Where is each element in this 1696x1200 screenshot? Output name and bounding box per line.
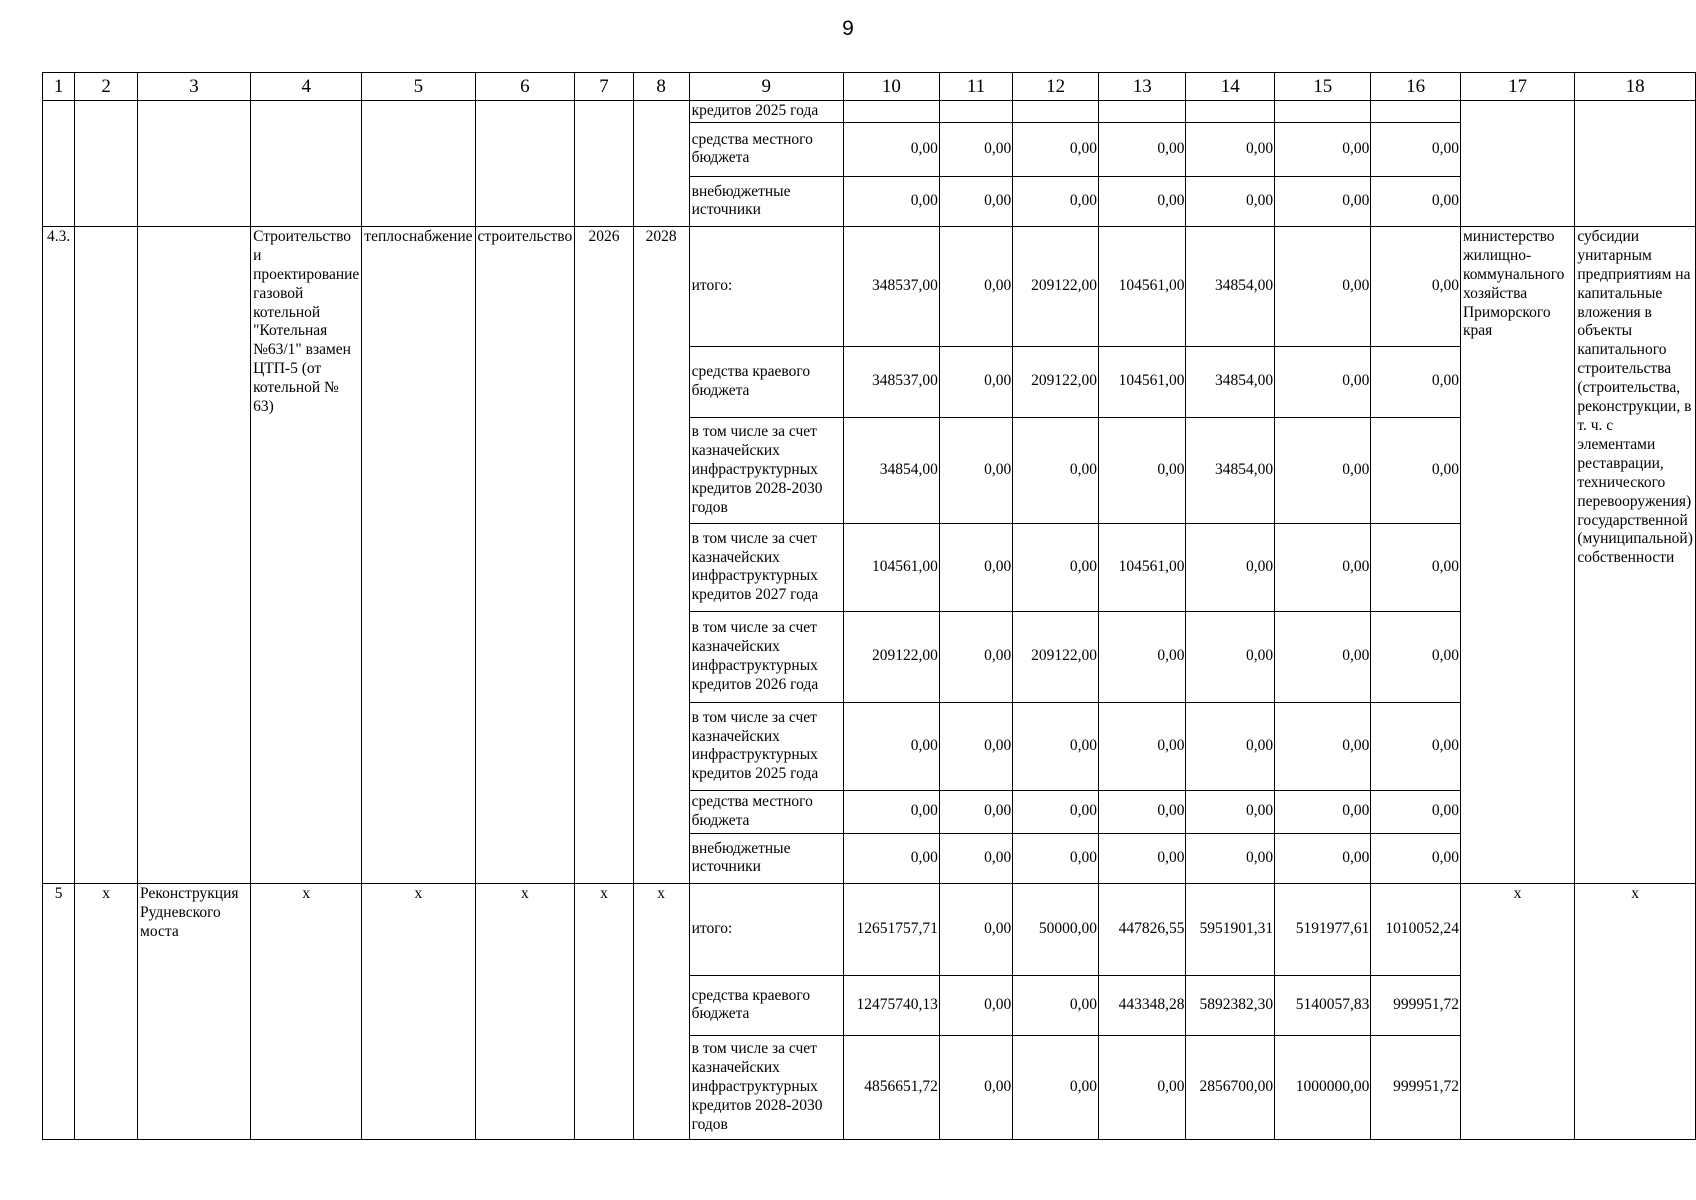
value-cell: 0,00: [1371, 833, 1461, 883]
value-cell: 0,00: [939, 122, 1012, 176]
value-cell: 209122,00: [1013, 346, 1099, 417]
column-header: 14: [1186, 73, 1275, 101]
column-header: 1: [43, 73, 75, 101]
value-cell: 0,00: [1099, 702, 1186, 790]
value-cell: 104561,00: [1099, 346, 1186, 417]
row-label: в том числе за счет казначейских инфраструктурных кредитов 2028-2030 годов: [689, 1035, 843, 1139]
column-header: 7: [575, 73, 633, 101]
cell-empty: [251, 101, 362, 227]
cell-empty: [138, 101, 251, 227]
value-cell: 0,00: [1186, 833, 1275, 883]
value-cell: 348537,00: [843, 346, 939, 417]
value-cell: 104561,00: [1099, 523, 1186, 611]
header-row: [43, 73, 1696, 101]
value-cell: 4856651,72: [843, 1035, 939, 1139]
cell-empty: [362, 101, 475, 227]
column-header: 13: [1099, 73, 1186, 101]
cell-empty: [138, 226, 251, 883]
column-header: 12: [1013, 73, 1099, 101]
industry-cell: теплоснабжение: [362, 226, 475, 883]
value-cell: 0,00: [939, 1035, 1012, 1139]
cell-empty: [1371, 101, 1461, 123]
value-cell: 0,00: [1275, 346, 1371, 417]
row-label: в том числе за счет казначейских инфраструктурных кредитов 2026 года: [689, 611, 843, 702]
value-cell: 209122,00: [1013, 611, 1099, 702]
object-name: Строительство и проектирование газовой котельной "Котельная №63/1" взамен ЦТП-5 (от котельной № 63): [251, 226, 362, 883]
value-cell: 0,00: [1099, 417, 1186, 523]
value-cell: 0,00: [1371, 226, 1461, 346]
column-header: 11: [939, 73, 1012, 101]
value-cell: 1000000,00: [1275, 1035, 1371, 1139]
value-cell: 0,00: [1013, 702, 1099, 790]
value-cell: 0,00: [1275, 790, 1371, 833]
column-header: 17: [1460, 73, 1574, 101]
table-row: [43, 226, 1696, 346]
responsible-cell: министерство жилищно-коммунального хозяйства Приморского края: [1460, 226, 1574, 883]
cell-empty: [633, 101, 689, 227]
row-label: внебюджетные источники: [689, 833, 843, 883]
funding-form-cell: субсидии унитарным предприятиям на капитальные вложения в объекты капитального строительства (строительства, реконструкции, в т. ч. с элементами реставрации, технического перевооружения) государственной (муниципальной) собственности: [1575, 226, 1696, 883]
cell-empty: [1460, 101, 1574, 227]
value-cell: 0,00: [843, 122, 939, 176]
value-cell: 999951,72: [1371, 975, 1461, 1035]
value-cell: 0,00: [1371, 346, 1461, 417]
object-name: Реконструкция Рудневского моста: [138, 883, 251, 1139]
value-cell: 0,00: [1275, 122, 1371, 176]
value-cell: 12651757,71: [843, 883, 939, 975]
row-label: в том числе за счет казначейских инфраструктурных кредитов 2025 года: [689, 702, 843, 790]
column-header: 9: [689, 73, 843, 101]
column-header: 16: [1371, 73, 1461, 101]
row-label: кредитов 2025 года: [689, 101, 843, 123]
row-label: в том числе за счет казначейских инфраструктурных кредитов 2028-2030 годов: [689, 417, 843, 523]
item-number: 4.3.: [43, 226, 75, 883]
value-cell: 0,00: [1013, 417, 1099, 523]
value-cell: 0,00: [1371, 417, 1461, 523]
table-body: [43, 73, 1696, 1140]
item-number: 5: [43, 883, 75, 1139]
column-header: 4: [251, 73, 362, 101]
value-cell: 0,00: [1099, 611, 1186, 702]
value-cell: 0,00: [1013, 833, 1099, 883]
value-cell: 348537,00: [843, 226, 939, 346]
value-cell: 1010052,24: [1371, 883, 1461, 975]
value-cell: 0,00: [843, 790, 939, 833]
value-cell: 34854,00: [1186, 346, 1275, 417]
cell-empty: [1186, 101, 1275, 123]
value-cell: 0,00: [1275, 523, 1371, 611]
value-cell: 999951,72: [1371, 1035, 1461, 1139]
value-cell: 0,00: [1371, 523, 1461, 611]
value-cell: 0,00: [1371, 790, 1461, 833]
work-type-cell: строительство: [475, 226, 575, 883]
cell-empty: [1013, 101, 1099, 123]
row-label: средства краевого бюджета: [689, 975, 843, 1035]
value-cell: 2856700,00: [1186, 1035, 1275, 1139]
value-cell: 34854,00: [843, 417, 939, 523]
value-cell: 0,00: [1186, 523, 1275, 611]
column-header: 8: [633, 73, 689, 101]
value-cell: 5951901,31: [1186, 883, 1275, 975]
funding-form-cell: x: [1575, 883, 1696, 1139]
value-cell: 0,00: [1186, 611, 1275, 702]
row-label: средства местного бюджета: [689, 790, 843, 833]
column-2-cell: x: [75, 883, 138, 1139]
value-cell: 0,00: [1013, 1035, 1099, 1139]
value-cell: 0,00: [939, 417, 1012, 523]
value-cell: 104561,00: [843, 523, 939, 611]
value-cell: 0,00: [1371, 176, 1461, 226]
value-cell: 0,00: [939, 833, 1012, 883]
value-cell: 0,00: [1013, 523, 1099, 611]
value-cell: 50000,00: [1013, 883, 1099, 975]
value-cell: 0,00: [939, 176, 1012, 226]
value-cell: 0,00: [1099, 1035, 1186, 1139]
value-cell: 34854,00: [1186, 226, 1275, 346]
work-type-cell: x: [475, 883, 575, 1139]
value-cell: 0,00: [1186, 790, 1275, 833]
cell-empty: [575, 101, 633, 227]
value-cell: 0,00: [1275, 226, 1371, 346]
value-cell: 0,00: [939, 702, 1012, 790]
responsible-cell: x: [1460, 883, 1574, 1139]
value-cell: 0,00: [1013, 790, 1099, 833]
row-label: в том числе за счет казначейских инфраструктурных кредитов 2027 года: [689, 523, 843, 611]
value-cell: 0,00: [1013, 176, 1099, 226]
value-cell: 0,00: [1099, 833, 1186, 883]
value-cell: 0,00: [1371, 611, 1461, 702]
value-cell: 5892382,30: [1186, 975, 1275, 1035]
page-number: 9: [842, 17, 854, 40]
value-cell: 0,00: [1275, 417, 1371, 523]
end-year: x: [633, 883, 689, 1139]
value-cell: 0,00: [1186, 702, 1275, 790]
value-cell: 0,00: [1275, 833, 1371, 883]
industry-cell: x: [362, 883, 475, 1139]
cell-empty: [75, 226, 138, 883]
value-cell: 447826,55: [1099, 883, 1186, 975]
value-cell: 34854,00: [1186, 417, 1275, 523]
value-cell: 12475740,13: [843, 975, 939, 1035]
object-name: x: [251, 883, 362, 1139]
value-cell: 0,00: [939, 975, 1012, 1035]
cell-empty: [1575, 101, 1696, 227]
row-label: итого:: [689, 883, 843, 975]
value-cell: 209122,00: [843, 611, 939, 702]
value-cell: 0,00: [1371, 702, 1461, 790]
value-cell: 0,00: [1371, 122, 1461, 176]
value-cell: 0,00: [1186, 122, 1275, 176]
start-year: x: [575, 883, 633, 1139]
row-label: итого:: [689, 226, 843, 346]
cell-empty: [1275, 101, 1371, 123]
cell-empty: [43, 101, 75, 227]
value-cell: 443348,28: [1099, 975, 1186, 1035]
value-cell: 0,00: [843, 176, 939, 226]
row-label: внебюджетные источники: [689, 176, 843, 226]
budget-table: [42, 72, 1696, 1140]
value-cell: 0,00: [1275, 176, 1371, 226]
value-cell: 0,00: [939, 611, 1012, 702]
value-cell: 0,00: [939, 226, 1012, 346]
cell-empty: [843, 101, 939, 123]
column-header: 18: [1575, 73, 1696, 101]
value-cell: 0,00: [1013, 975, 1099, 1035]
start-year: 2026: [575, 226, 633, 883]
value-cell: 104561,00: [1099, 226, 1186, 346]
column-header: 10: [843, 73, 939, 101]
column-header: 5: [362, 73, 475, 101]
value-cell: 0,00: [843, 702, 939, 790]
value-cell: 5191977,61: [1275, 883, 1371, 975]
value-cell: 0,00: [939, 883, 1012, 975]
end-year: 2028: [633, 226, 689, 883]
column-header: 6: [475, 73, 575, 101]
cell-empty: [1099, 101, 1186, 123]
value-cell: 0,00: [1099, 176, 1186, 226]
value-cell: 0,00: [1275, 702, 1371, 790]
value-cell: 0,00: [1099, 122, 1186, 176]
value-cell: 0,00: [1099, 790, 1186, 833]
value-cell: 0,00: [1275, 611, 1371, 702]
cell-empty: [475, 101, 575, 227]
row-label: средства краевого бюджета: [689, 346, 843, 417]
value-cell: 0,00: [939, 790, 1012, 833]
column-header: 3: [138, 73, 251, 101]
table-row: [43, 101, 1696, 123]
column-header: 2: [75, 73, 138, 101]
value-cell: 0,00: [843, 833, 939, 883]
cell-empty: [939, 101, 1012, 123]
value-cell: 209122,00: [1013, 226, 1099, 346]
row-label: средства местного бюджета: [689, 122, 843, 176]
column-header: 15: [1275, 73, 1371, 101]
cell-empty: [75, 101, 138, 227]
value-cell: 5140057,83: [1275, 975, 1371, 1035]
table-row: [43, 883, 1696, 975]
value-cell: 0,00: [939, 346, 1012, 417]
value-cell: 0,00: [939, 523, 1012, 611]
value-cell: 0,00: [1186, 176, 1275, 226]
value-cell: 0,00: [1013, 122, 1099, 176]
